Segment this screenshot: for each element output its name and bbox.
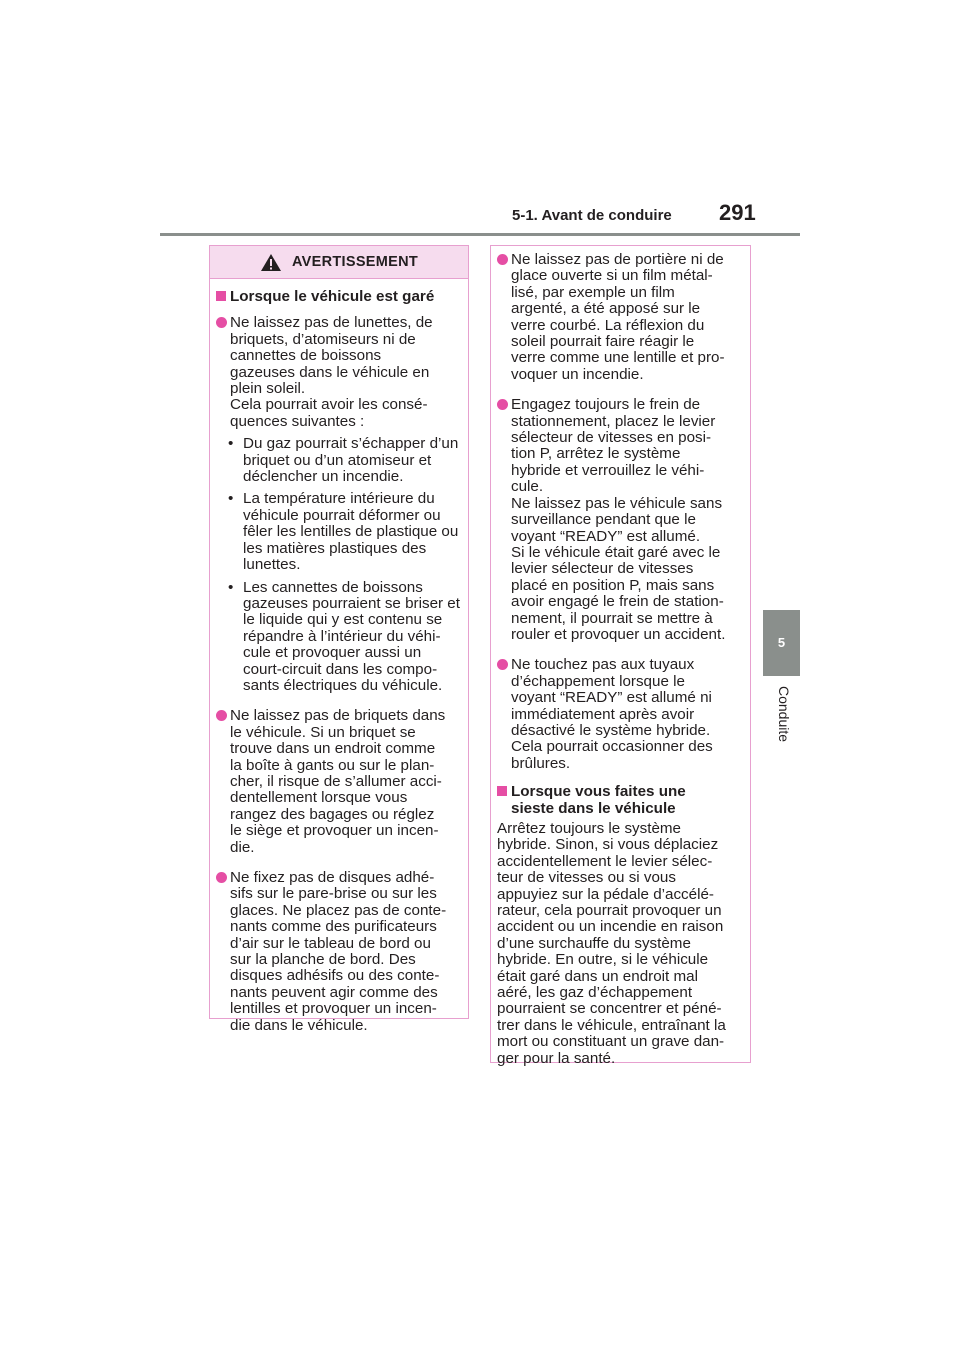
dot-bullet-icon: [216, 872, 227, 883]
paragraph: Arrêtez toujours le système hybride. Sinon, si vous déplaciez accidentellement le levier sélec- teur de vitesses ou si vous appuyiez sur la pédale d’accélé- rateur, cela pourrait provoquer un accident ou un incendie en raison d’une surchauffe du système hybride. En outre, si le véhicule était garé dans un endroit mal aéré, les gaz d’échappement pourraient se concentrer et péné- trer dans le véhicule, entraînant la mort ou constituant un grave dan- ger pour la santé.: [497, 820, 726, 1067]
warning-header: [210, 246, 468, 279]
header-rule: [160, 233, 800, 236]
list-item: Ne fixez pas de disques adhé- sifs sur le pare-brise ou sur les glaces. Ne placez pas de conte- nants comme des purificateurs d’air sur le tableau de bord ou sur la planche de bord. Des disques adhésifs ou des conte- nants peuvent agir comme des lentilles et provoquer un incen- die dans le véhicule.: [216, 870, 462, 1034]
dot-bullet-icon: [216, 317, 227, 328]
list-item: Ne laissez pas de briquets dans le véhicule. Si un briquet se trouve dans un endroit comme la boîte à gants ou sur le plan- cher, il risque de s’allumer acci- dentellement lorsque vous rangez des bagages ou réglez le siège et provoquer un incen- die.: [216, 708, 462, 856]
section-heading: Lorsque vous faites une sieste dans le véhicule: [497, 784, 744, 817]
square-bullet-icon: [216, 291, 226, 301]
list-item: Ne laissez pas de portière ni de glace ouverte si un film métal- lisé, par exemple un film argenté, a été apposé sur le verre courbé. La réflexion du soleil pourrait faire réagir le verre comme une lentille et pro- voquer un incendie.: [497, 252, 744, 383]
sub-list-item: • La température intérieure du véhicule pourrait déformer ou fêler les lentilles de plastique ou les matières plastiques des lunettes.: [228, 490, 459, 574]
chapter-tab: 5: [763, 610, 800, 676]
warning-triangle-icon: [260, 253, 282, 272]
dot-bullet-icon: [497, 659, 508, 670]
list-item: Ne laissez pas de lunettes, de briquets, d’atomiseurs ni de cannettes de boissons gazeuses dans le véhicule en plein soleil. Cela pourrait avoir les consé- quences suivantes :: [216, 315, 462, 430]
chapter-label: Conduite: [776, 686, 792, 743]
warning-box-right: [490, 245, 751, 1067]
dot-bullet-icon: [497, 399, 508, 410]
section-title: 5-1. Avant de conduire: [512, 207, 672, 224]
dot-bullet-icon: [497, 254, 508, 265]
square-bullet-icon: [497, 786, 507, 796]
warning-title: AVERTISSEMENT: [291, 253, 419, 270]
warning-box-left: [209, 245, 469, 1034]
list-item: Engagez toujours le frein de stationnement, placez le levier sélecteur de vitesses en posi- tion P, arrêtez le système hybride et verrouillez le véhi- cule. Ne laissez pas le véhicule sans surveillance pendant que le voyant “READY” est allumé. Si le véhicule était garé avec le levier sélecteur de vitesses placé en position P, mais sans avoir engagé le frein de station- nement, il pourrait se mettre à rouler et provoquer un accident.: [497, 397, 744, 643]
list-item: Ne touchez pas aux tuyaux d’échappement lorsque le voyant “READY” est allumé ni immédiatement après avoir désactivé le système hybride. Cela pourrait occasionner des brûlures.: [497, 657, 744, 772]
sub-list-item: • Les cannettes de boissons gazeuses pourraient se briser et le liquide qui y est contenu se répandre à l’intérieur du véhi- cule et provoquer aussi un court-circuit dans les compo- sants électriques du véhicule.: [228, 578, 460, 694]
page-number: 291: [719, 200, 756, 225]
sub-list-item: • Du gaz pourrait s’échapper d’un briquet ou d’un atomiseur et déclencher un incendie.: [228, 435, 459, 486]
section-heading: Lorsque le véhicule est garé: [216, 289, 462, 305]
dot-bullet-icon: [216, 710, 227, 721]
